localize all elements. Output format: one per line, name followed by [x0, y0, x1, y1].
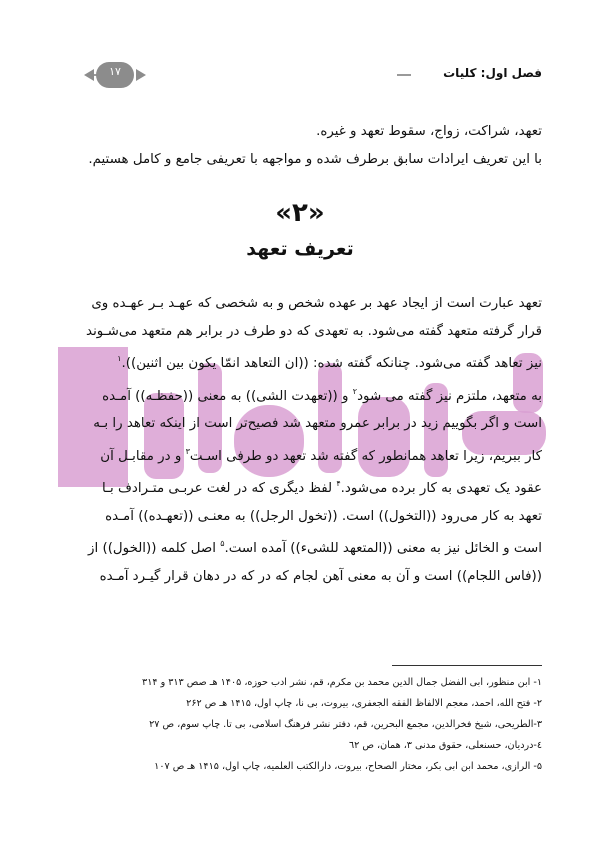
- paragraph-line: [58, 470, 542, 503]
- paragraph-fragment: نیز تعاهد گفته می‌شود. چنانکه گفته شده: ((ان التعاهد انمّا یکون بین اثنین)).: [121, 356, 542, 371]
- badge-arrow-left: [84, 69, 94, 81]
- paragraph-line: قرار گرفته متعهد گفته می‌شود. به تعهدی که دو طرف در برابر هم متعهد می‌شـوند: [86, 323, 542, 339]
- header-rule-right: [397, 74, 411, 76]
- page-number: ۱۷: [109, 65, 121, 78]
- paragraph-fragment: و در مقابـل آن: [100, 448, 186, 464]
- badge-arrow-right: [136, 69, 146, 81]
- footnote-ref[interactable]: ۴: [336, 479, 341, 488]
- footnote-item: ٤-دردیان، حسنعلی، حقوق مدنی ۳، همان، ص ٦۲: [348, 740, 542, 751]
- paragraph-fragment: عقود یک تعهدی به کار برده می‌شود.: [340, 481, 542, 496]
- paragraph-fragment: است و الخائل نیز به معنی ((المتعهد للشیء)) آمده است.: [224, 541, 542, 556]
- intro-text: [58, 118, 542, 173]
- paragraph-fragment: و ((تعهدت الشی)) به معنی ((حفظـه)) آمـده: [102, 388, 353, 404]
- paragraph-line: [58, 345, 542, 378]
- footnote-item: ۱- ابن منظور، ابی الفضل جمال الدین محمد بن مکرم، قم، نشر ادب حوزه، ۱۴۰۵ هـ صص ۳۱۳ و ۳۱۴: [142, 677, 542, 688]
- paragraph-line: [58, 438, 542, 471]
- footnote-separator: [392, 665, 542, 666]
- paragraph-line: تعهد به کار می‌رود ((التخول)) است. ((تخول الرجل)) به معنـی ((تعهـده)) آمـده: [105, 508, 542, 524]
- footnote-ref[interactable]: ۲: [352, 386, 358, 396]
- main-paragraph: [58, 290, 542, 590]
- footnote-item: ۵- الرازی، محمد ابن ابی بکر، مختار الصحاح، بیروت، دارالکتب العلمیه، چاپ اول، ۱۴۱۵ هـ ص ۱۰۷: [154, 761, 542, 772]
- footnote-item: ۳-الطریحی، شیخ فخرالدین، مجمع البحرین، قم، دفتر نشر فرهنگ اسلامی، بی تا. چاپ سوم، ص ۲۷: [149, 719, 542, 730]
- footnote-item: ۲- فتح الله، احمد، معجم الالفاظ الفقه الجعفری، بیروت، بی نا، چاپ اول، ۱۴۱۵ هـ ص ۲۶۲: [186, 698, 542, 709]
- paragraph-fragment: کار ببریم، زیرا تعاهد همانطور که گفته شد تعهد دو طرفی اسـت: [189, 448, 542, 464]
- intro-line-2: با این تعریف ایرادات سابق برطرف شده و مواجهه با تعریفی جامع و کامل هستیم.: [88, 151, 542, 167]
- footnote-ref[interactable]: ۵: [220, 539, 225, 548]
- section-title: تعریف تعهد: [246, 238, 354, 260]
- paragraph-line: ((فاس اللجام)) است و آن به معنی آهن لجام که در که در دهان قرار گیـرد آمـده: [99, 568, 542, 584]
- chapter-title: فصل اول: کلیات: [443, 66, 542, 80]
- paragraph-fragment: اصل کلمه ((الخول)) از: [88, 541, 221, 556]
- paragraph-line: [58, 530, 542, 563]
- paragraph-fragment: به متعهد، ملتزم نیز گفته می شود: [357, 388, 542, 404]
- section-number: «۲»: [275, 198, 325, 228]
- paragraph-fragment: لفظ دیگری که در لغت عربـی متـرادف بـا: [102, 481, 337, 496]
- paragraph-line: تعهد عبارت است از ایجاد عهد بر عهده شخص و به شخصی که عهـد بـر عهـده وی: [91, 296, 542, 311]
- footnotes: [40, 672, 542, 777]
- paragraph-line: است و اگر بگوییم زید در برابر عمرو متعهد شد فصیح‌تر است از اینکه تعاهد را بـه: [93, 416, 542, 431]
- footnote-ref[interactable]: ۱: [117, 354, 122, 363]
- footnote-ref[interactable]: ۳: [185, 446, 190, 456]
- intro-line-1: تعهد، شراکت، زواج، سقوط تعهد و غیره.: [316, 124, 542, 139]
- paragraph-line: [58, 378, 542, 411]
